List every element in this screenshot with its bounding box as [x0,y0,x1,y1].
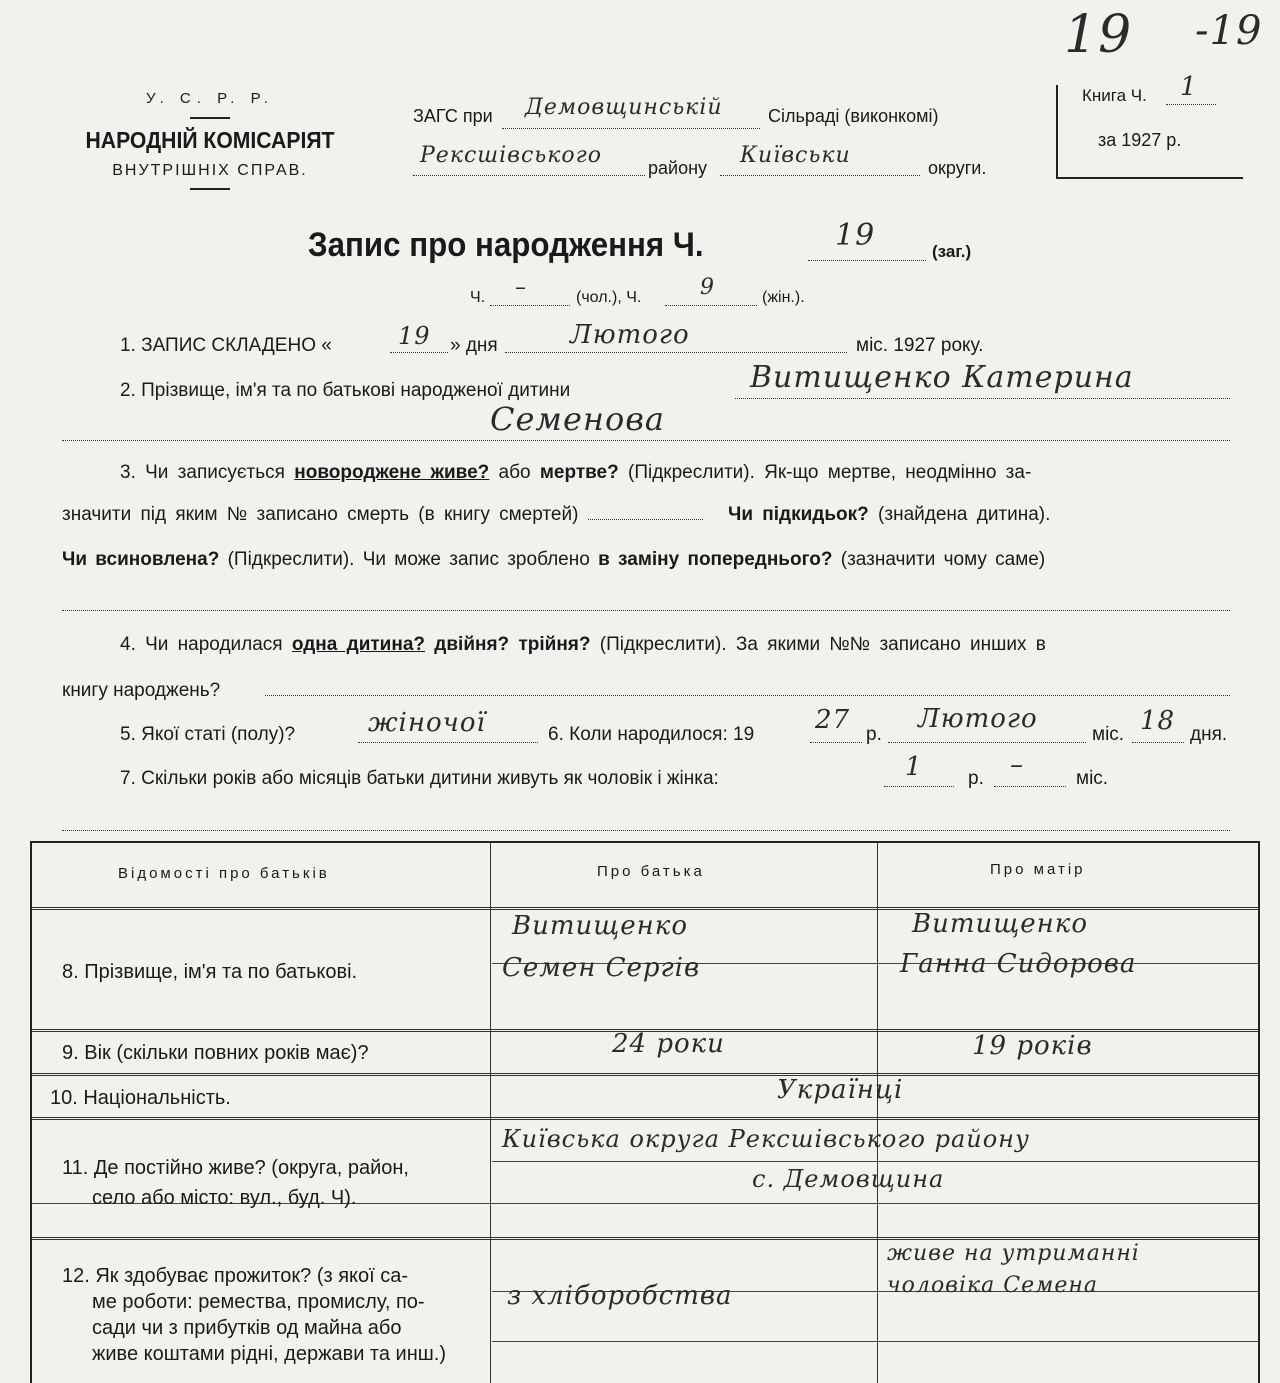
item4-line2: книгу народжень? [62,680,221,701]
district-label: району [648,158,708,178]
book-label: Книга Ч. [1082,86,1147,105]
record-number: 19 [835,218,876,253]
commissariat-title: НАРОДНІЙ КОМІСАРІЯТ [85,127,335,153]
item1-month: Лютого [570,320,690,350]
issuer-header [60,90,360,198]
row12-label-1: 12. Як здобуває прожиток? (з якої са- [62,1265,409,1287]
item3-line3 [62,549,1045,571]
book-number: 1 [1180,72,1198,102]
item4-text-a: 4. Чи народилася [120,634,283,655]
nationality: Українці [777,1075,904,1105]
item7-mis: міс. [1076,768,1109,789]
item6-month-line [888,742,1086,743]
item5-line [358,742,538,743]
item3-line1 [120,462,1031,484]
mother-occupation-1: живе на утриманні [887,1241,1140,1266]
dead-option: мертве? [539,462,619,483]
item1-mid: » дня [450,335,498,356]
father-surname: Витищенко [512,911,688,941]
item3-or: або [498,462,531,483]
male-count: – [515,275,527,300]
alive-option: новороджене живе? [294,462,490,483]
replacement-question: в заміну попереднього? [598,549,833,570]
item3-text-c: значити під яким № записано смерть (в книгу смертей) [62,504,579,525]
row12-label-4: живе коштами рідні, держави та инш.) [92,1343,447,1365]
item6-dnia: дня. [1190,724,1228,745]
book-year: за 1927 р. [1098,130,1182,150]
item6-mis: міс. [1092,724,1125,745]
col-header-info: Відомості про батьків [118,865,330,882]
table-col-divider [490,843,491,1383]
district-line [413,175,645,176]
item4-line [265,695,1230,696]
parents-table [30,841,1260,1383]
mother-occupation-2: чоловіка Семена [887,1273,1098,1298]
row11-label-2: село або місто: вул., буд. Ч). [92,1187,357,1209]
item6-day-line [1132,742,1184,743]
item5-label: 5. Якої статі (полу)? [120,724,296,745]
item6-r: р. [866,724,882,745]
district-value: Рексшівського [420,143,603,168]
item1-label: 1. ЗАПИС СКЛАДЕНО « [120,335,332,356]
table-row-divider [32,1237,1258,1240]
row11-label-1: 11. Де постійно живе? (округа, район, [62,1157,409,1179]
mother-age: 19 років [972,1031,1093,1061]
child-sex: жіночої [368,708,486,738]
okrug-value: Київськи [740,143,851,168]
book-number-line [1166,104,1216,105]
item2-label: 2. Прізвище, ім'я та по батькові народженої дитини [120,380,571,401]
table-col-divider [877,843,878,1383]
row10-label: 10. Національність. [50,1087,231,1109]
item4-line1 [120,634,1046,656]
item1-day: 19 [398,322,431,350]
adopted-question: Чи всиновлена? [62,549,220,570]
divider [190,188,230,190]
row12-label-2: ме роботи: ремества, промислу, по- [92,1291,425,1313]
corner-mark-2: -19 [1195,8,1263,54]
title-number-line [808,260,926,261]
item3-line [62,610,1230,611]
father-age: 24 роки [612,1029,725,1059]
item7-r: р. [968,768,984,789]
item1-month-line [505,352,847,353]
item1-day-line [390,352,448,353]
item2-line-2 [62,440,1230,441]
item7-label: 7. Скільки років або місяців батьки дитини живуть як чоловік і жінка: [120,768,719,789]
male-line [490,305,570,306]
foundling-note: (знайдена дитина). [878,504,1051,525]
residence-line-1: Київська округа Рексшівського району [502,1125,1030,1153]
zags-value: Демовщинській [525,95,723,120]
mother-name: Ганна Сидорова [900,949,1137,979]
item3-text-a: 3. Чи записується [120,462,285,483]
record-suffix: (заг.) [932,242,972,261]
marriage-months: – [1010,750,1024,780]
mother-surname: Витищенко [912,909,1088,939]
birth-month: Лютого [918,704,1038,734]
female-line [665,305,757,306]
item6-year-line [810,742,862,743]
twins-option: двійня? [434,634,510,655]
table-row-divider [32,1073,1258,1076]
item2-line [735,398,1230,399]
council-label: Сільраді (виконкомі) [768,106,939,126]
item3-text-d: (Підкреслити). Чи може запис зроблено [227,549,590,570]
record-title: Запис про народження Ч. [308,226,704,264]
foundling-question: Чи підкидьок? [727,504,869,525]
father-name: Семен Сергів [502,953,701,983]
item7-months-line [994,786,1066,787]
zags-label: ЗАГС при [413,106,493,126]
item3-line2 [62,504,1050,526]
birth-year: 27 [815,705,851,735]
single-option: одна дитина? [291,634,426,655]
female-label: (жін.). [762,289,805,306]
triplets-option: трійня? [518,634,591,655]
divider [190,117,230,119]
table-subline [492,1341,1258,1342]
table-subline [492,1161,1258,1162]
residence-line-2: с. Демовщина [752,1165,945,1193]
marriage-years: 1 [905,752,923,782]
row9-label: 9. Вік (скільки повних років має)? [62,1042,369,1064]
col-header-mother: Про матір [990,861,1086,878]
male-prefix: Ч. [470,289,486,306]
okrug-line [720,175,920,176]
item7-years-line [884,786,954,787]
department-label: ВНУТРІШНІХ СПРАВ. [112,162,308,179]
usrr-label: У. С. Р. Р. [146,90,274,107]
child-name-1: Витищенко Катерина [750,360,1134,395]
male-label: (чол.), Ч. [576,289,642,306]
item4-text-b: (Підкреслити). За якими №№ записано инших в [599,634,1046,655]
row12-label-3: сади чи з прибутків од майна або [92,1317,402,1339]
item7-line [62,830,1230,831]
zags-line [502,128,760,129]
col-header-father: Про батька [597,863,705,880]
item6-label: 6. Коли народилося: 19 [548,724,755,745]
row8-label: 8. Прізвище, ім'я та по батькові. [62,961,358,983]
birth-day: 18 [1140,706,1176,736]
death-number-line [588,519,703,520]
item1-suffix: міс. 1927 року. [856,335,984,356]
corner-mark: 19 [1064,5,1133,65]
child-name-2: Семенова [490,400,665,438]
okrug-label: округи. [928,158,987,178]
female-count: 9 [700,275,715,300]
table-row-divider [32,1117,1258,1120]
item3-text-b: (Підкреслити). Як-що мертве, неодмінно за- [628,462,1032,483]
item3-text-e: (зазначити чому саме) [840,549,1046,570]
father-occupation: з хліборобства [507,1281,733,1311]
